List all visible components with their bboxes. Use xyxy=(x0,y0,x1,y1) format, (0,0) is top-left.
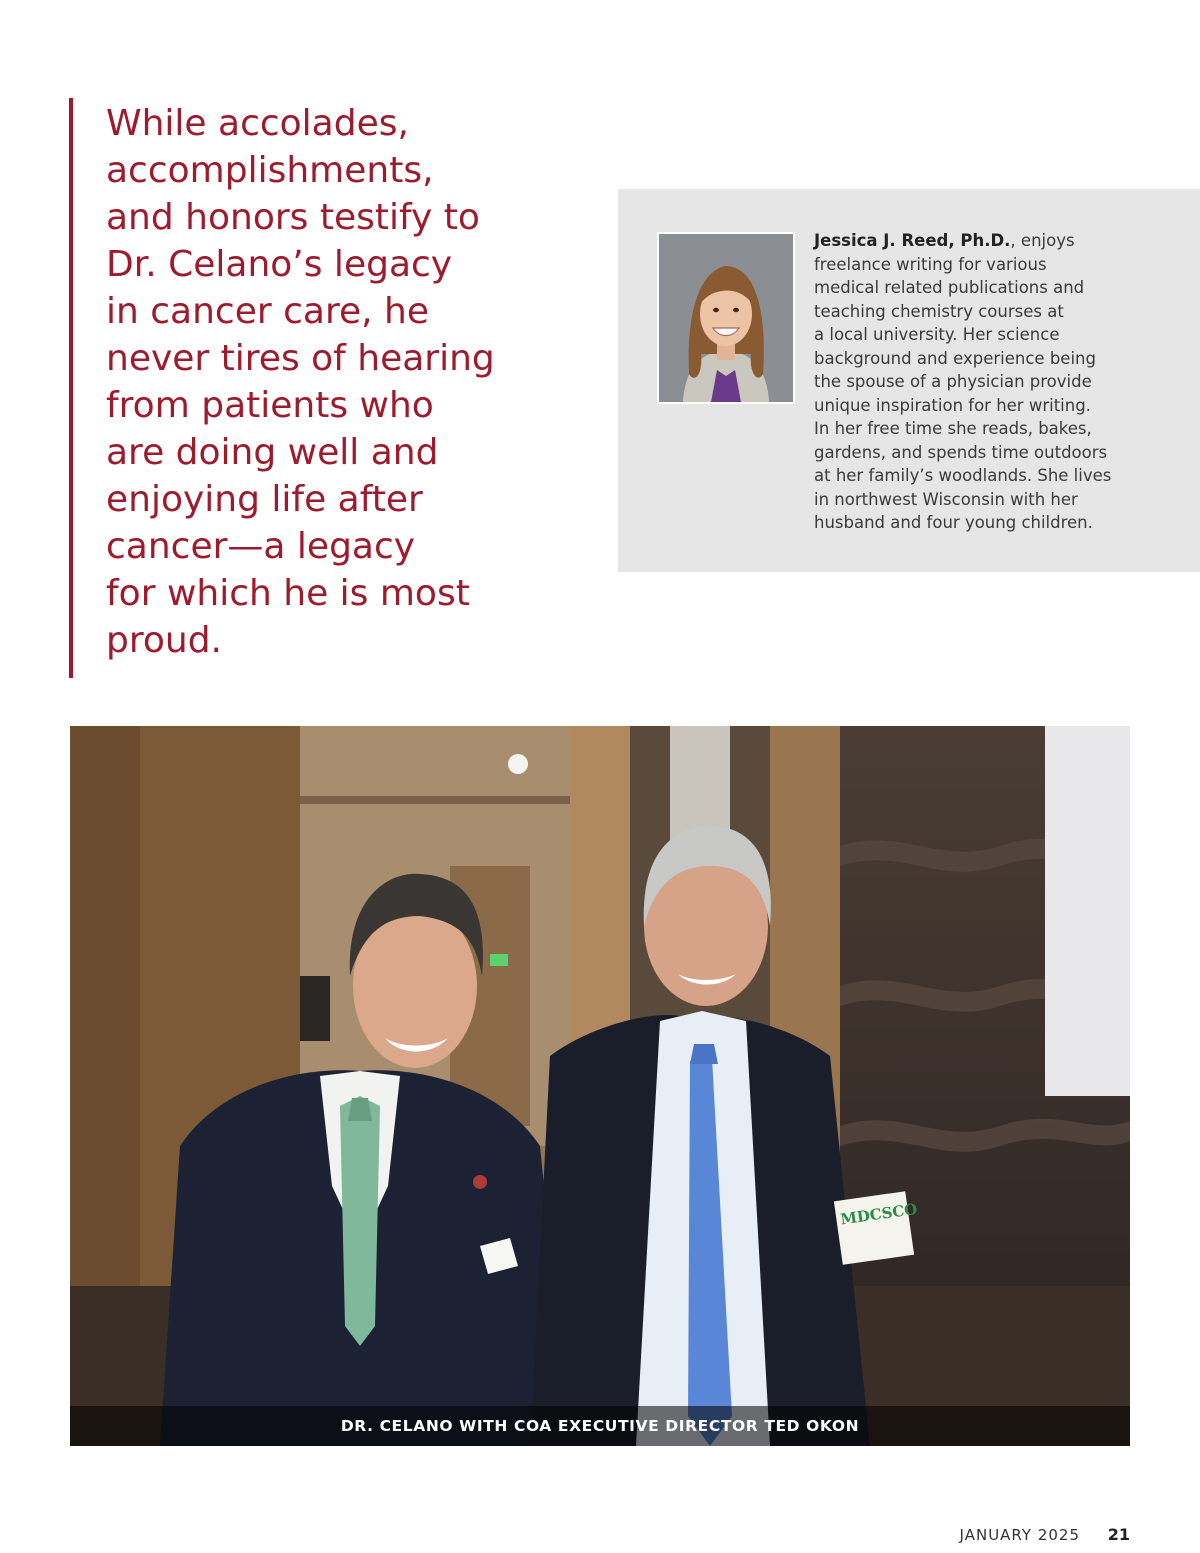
pullquote-line: cancer—a legacy xyxy=(106,526,416,567)
pullquote-line: for which he is most xyxy=(106,573,470,614)
pullquote-line: proud. xyxy=(106,620,222,661)
pullquote-rule xyxy=(69,98,73,678)
pullquote-line: in cancer care, he xyxy=(106,291,429,332)
bio-first-line-rest: , enjoys xyxy=(1010,231,1075,250)
footer-page-number: 21 xyxy=(1107,1525,1130,1544)
pullquote-line: While accolades, xyxy=(106,103,409,144)
photo-caption: DR. CELANO WITH COA EXECUTIVE DIRECTOR TED OKON xyxy=(340,1417,860,1435)
bio-line: at her family’s woodlands. She lives xyxy=(814,466,1112,485)
bio-line: a local university. Her science xyxy=(814,325,1060,344)
bio-line: freelance writing for various xyxy=(814,254,1047,274)
bio-line: unique inspiration for her writing. xyxy=(814,395,1091,415)
pullquote-line: accomplishments, xyxy=(106,150,434,191)
pullquote-line: from patients who xyxy=(106,385,434,426)
pullquote-line: never tires of hearing xyxy=(106,338,495,379)
bio-first-line xyxy=(814,229,1144,253)
bio-line: medical related publications and xyxy=(814,278,1085,297)
badge-text: MDCSCO xyxy=(839,1199,919,1229)
pullquote-line: enjoying life after xyxy=(106,479,423,520)
bio-line: in northwest Wisconsin with her xyxy=(814,489,1078,509)
author-headshot xyxy=(657,232,795,404)
author-bio xyxy=(814,229,1144,535)
bio-line: husband and four young children. xyxy=(814,513,1093,532)
pullquote-line: and honors testify to xyxy=(106,197,480,238)
event-photo-illustration xyxy=(70,726,1130,1446)
footer-issue-date: JANUARY 2025 xyxy=(959,1526,1080,1544)
pullquote xyxy=(106,100,576,664)
author-headshot-illustration xyxy=(659,234,793,402)
bio-line: background and experience being xyxy=(814,348,1096,368)
bio-line: the spouse of a physician provide xyxy=(814,372,1092,391)
bio-line: gardens, and spends time outdoors xyxy=(814,442,1108,462)
pullquote-line: Dr. Celano’s legacy xyxy=(106,244,453,285)
bio-line: In her free time she reads, bakes, xyxy=(814,419,1092,438)
author-name: Jessica J. Reed, Ph.D. xyxy=(814,231,1011,250)
event-photo xyxy=(70,726,1130,1446)
pullquote-line: are doing well and xyxy=(106,432,439,473)
bio-line: teaching chemistry courses at xyxy=(814,301,1064,321)
